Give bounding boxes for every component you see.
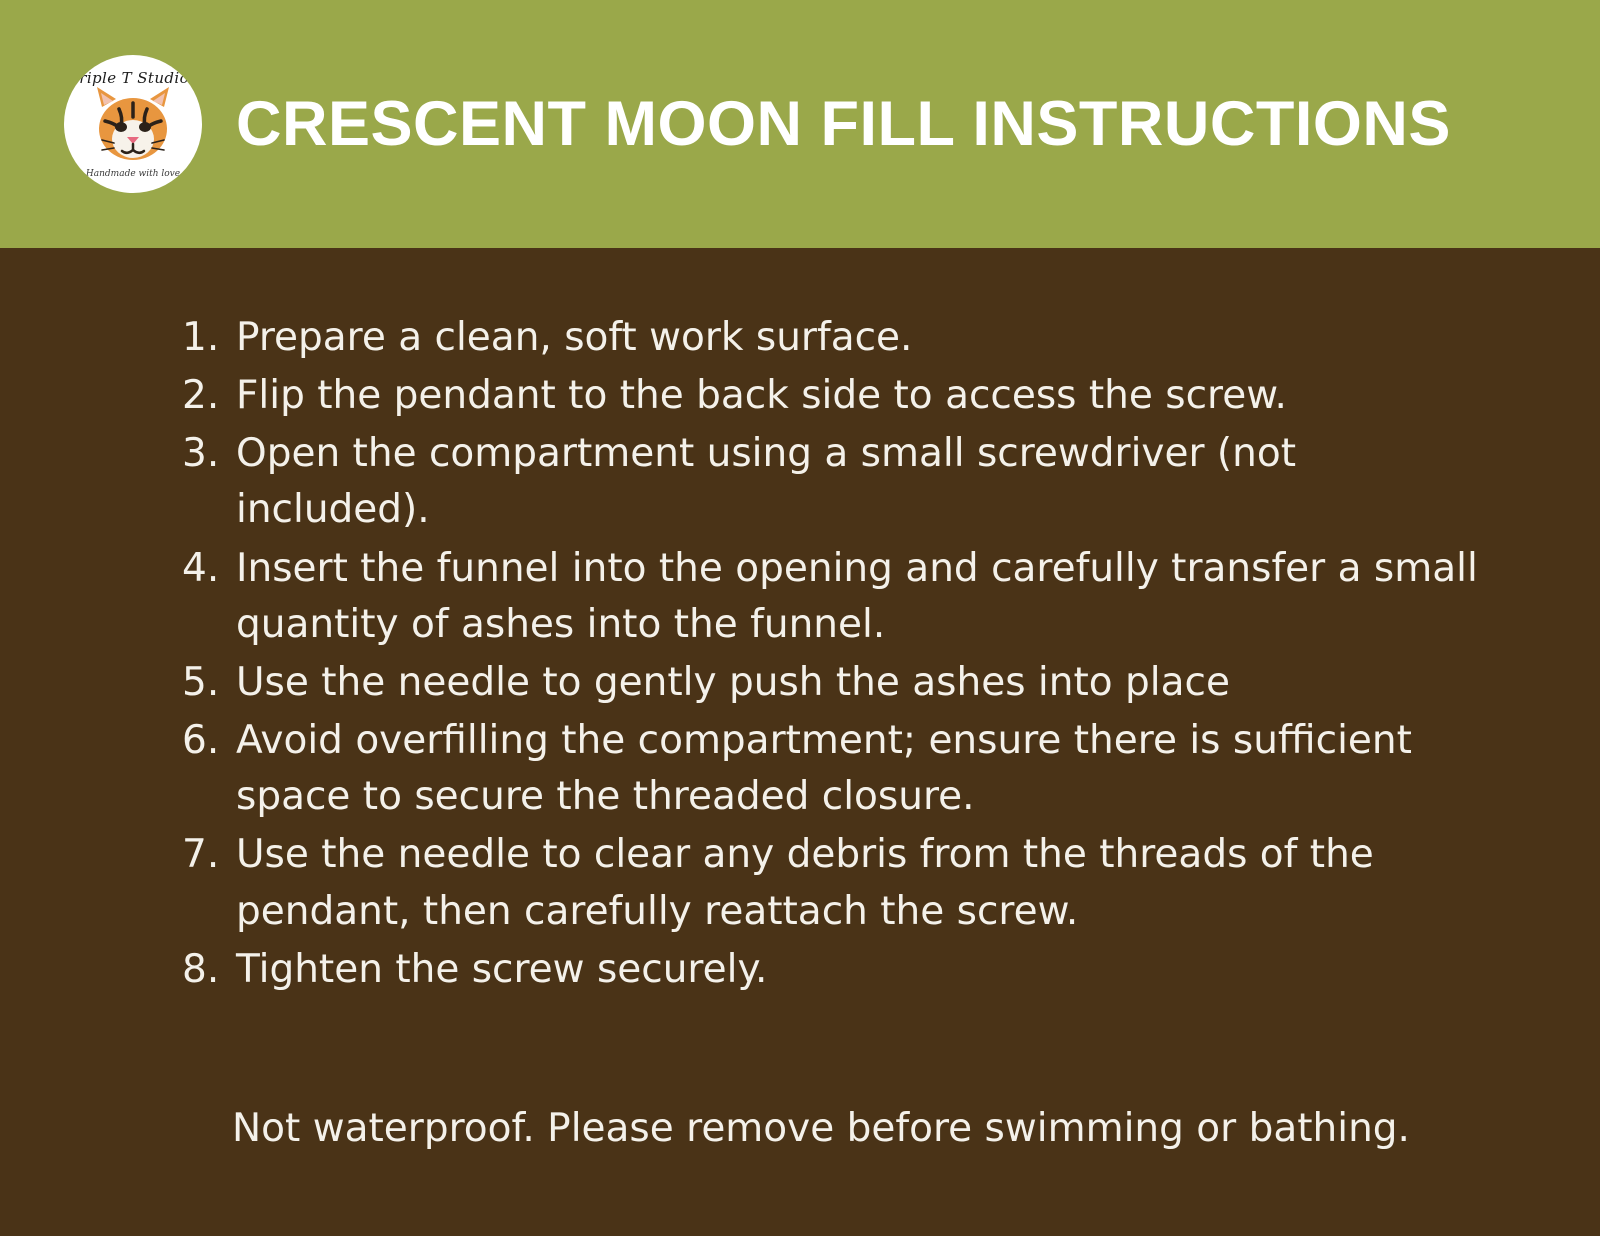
logo-tagline: Handmade with love: [85, 169, 181, 179]
instructions-body: [0, 248, 1600, 1236]
list-item: Use the needle to clear any debris from the threads of the pendant, then carefully reattach the screw.: [236, 832, 1374, 934]
list-item: Open the compartment using a small screwdriver (not included).: [236, 431, 1296, 533]
page-title: CRESCENT MOON FILL INSTRUCTIONS: [236, 88, 1451, 159]
header-banner: [0, 0, 1600, 248]
care-note: Not waterproof. Please remove before swimming or bathing.: [232, 1105, 1410, 1151]
list-item: Avoid overfilling the compartment; ensure there is sufficient space to secure the threaded closure.: [236, 718, 1412, 820]
list-item: Use the needle to gently push the ashes into place: [236, 659, 1230, 705]
steps-list: [180, 310, 1480, 998]
list-item: Insert the funnel into the opening and carefully transfer a small quantity of ashes into the funnel.: [236, 545, 1478, 647]
logo-brand-text: Triple T Studios: [68, 69, 198, 87]
list-item: Tighten the screw securely.: [236, 946, 768, 992]
list-item: Prepare a clean, soft work surface.: [236, 315, 913, 360]
triple-t-studios-logo: [64, 55, 202, 193]
list-item: Flip the pendant to the back side to access the screw.: [236, 373, 1287, 419]
